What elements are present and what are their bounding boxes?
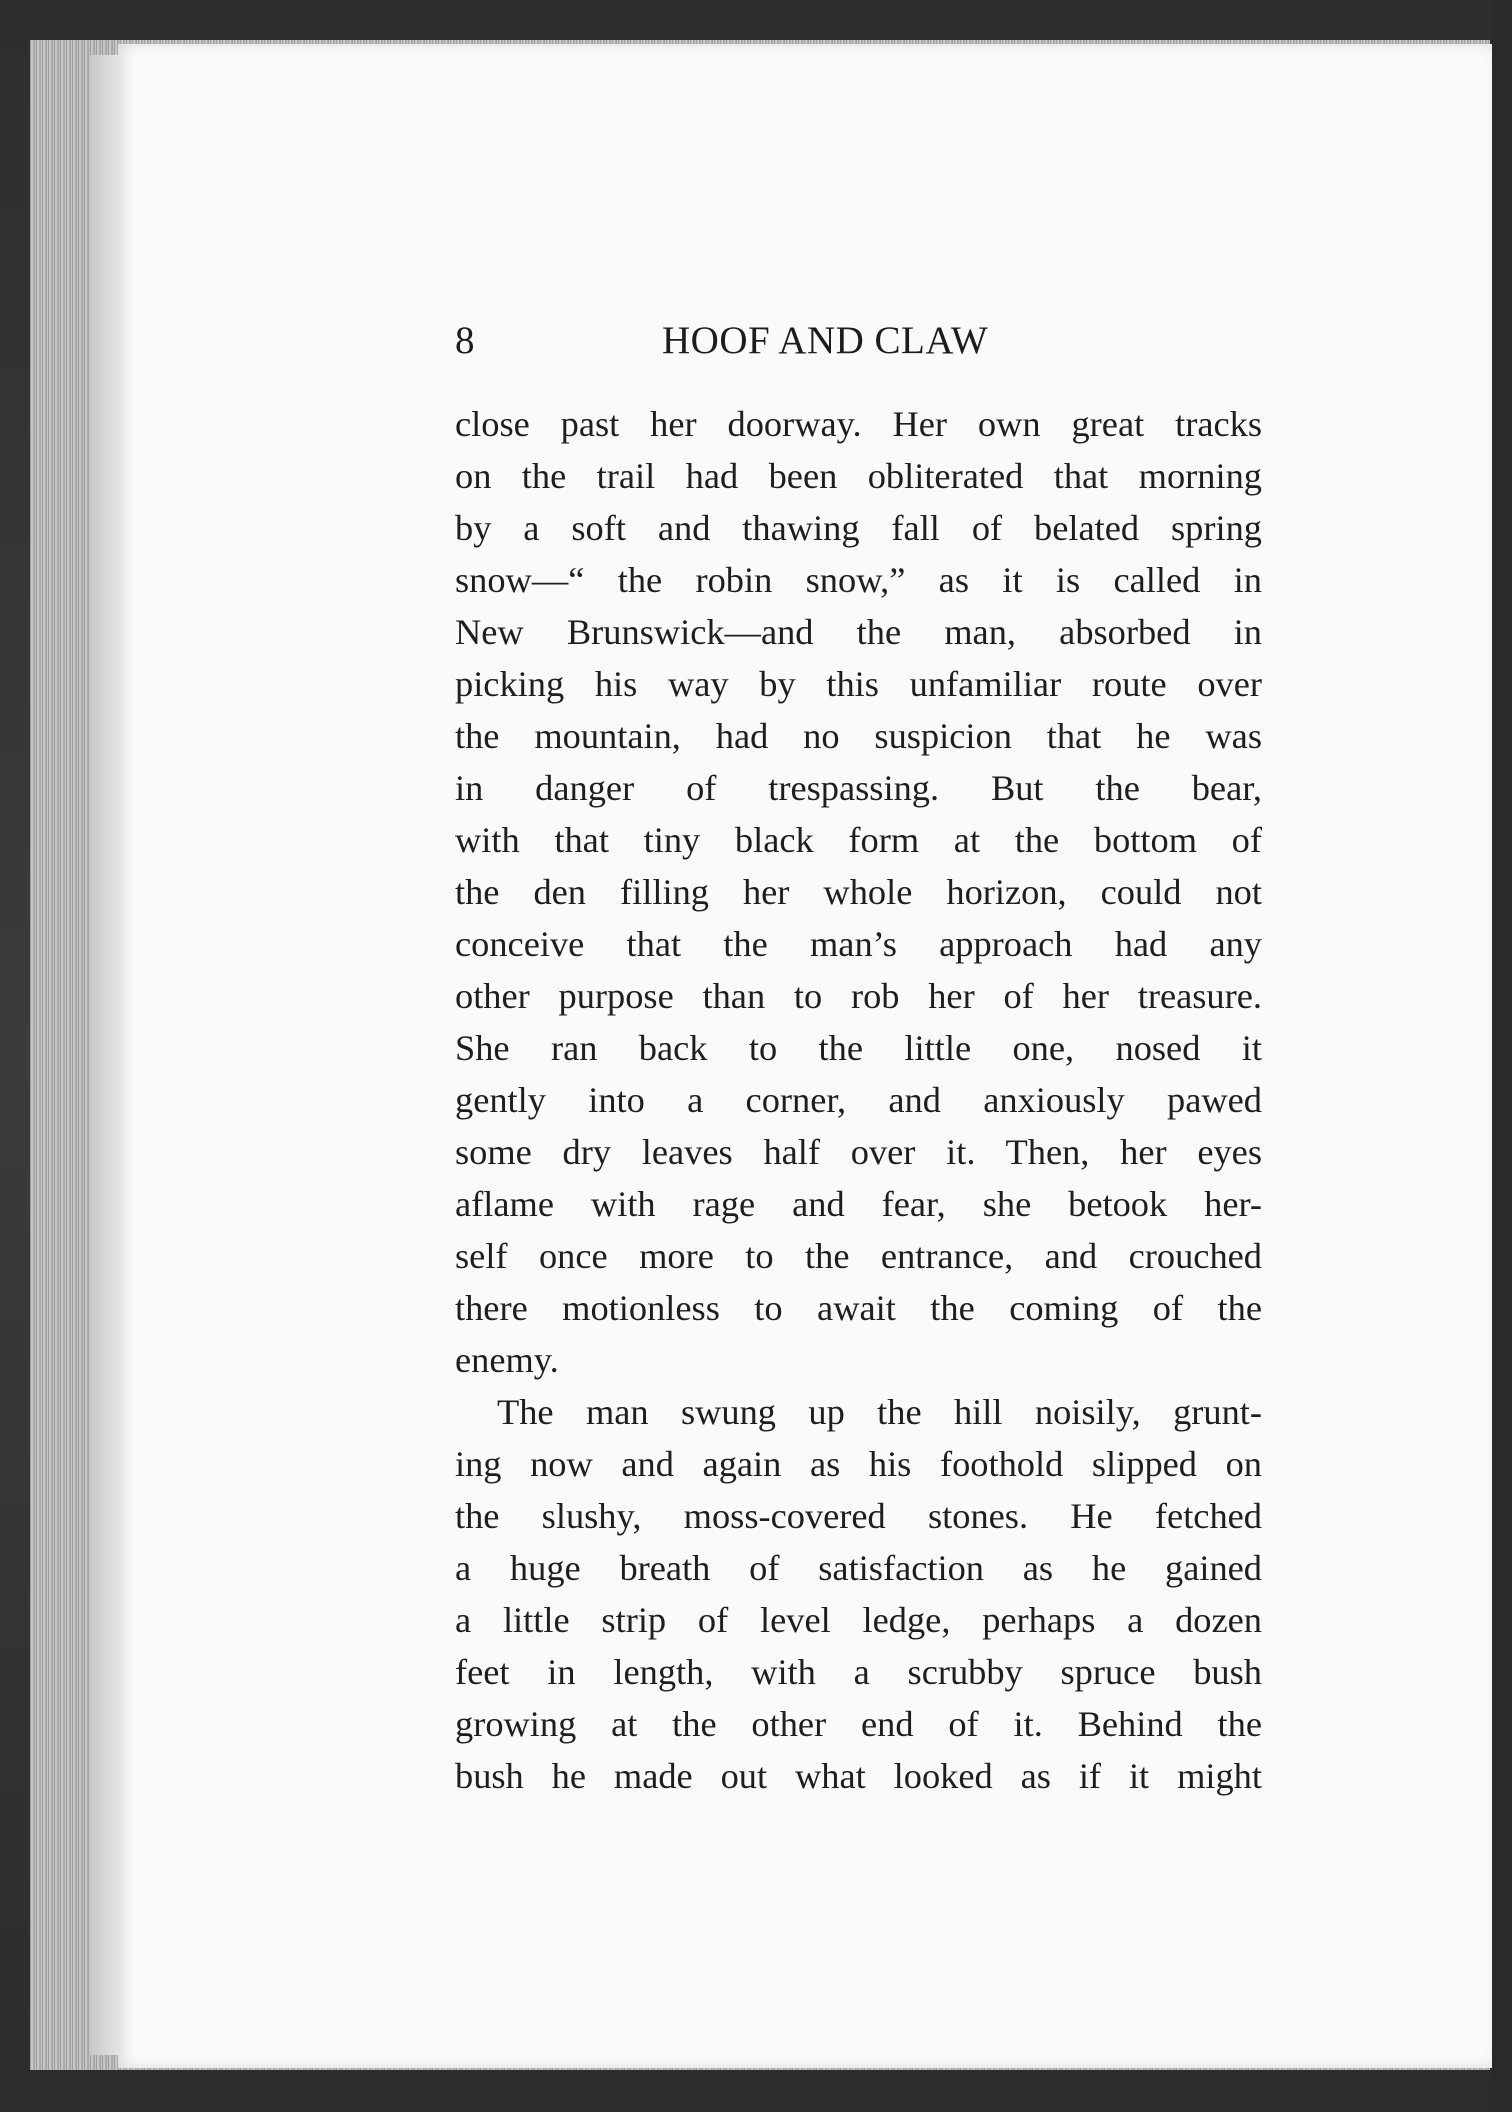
text-line: New Brunswick—and the man, absorbed in [455,612,1262,652]
text-line: other purpose than to rob her of her treasure. [455,976,1262,1016]
body-text [455,398,1262,1802]
text-line: picking his way by this unfamiliar route over [455,664,1262,704]
text-line: feet in length, with a scrubby spruce bush [455,1652,1262,1692]
text-line: some dry leaves half over it. Then, her eyes [455,1132,1262,1172]
page-number: 8 [455,319,475,362]
text-line: there motionless to await the coming of the [455,1288,1262,1328]
text-line: the den filling her whole horizon, could not [455,872,1262,912]
text-line: close past her doorway. Her own great tracks [455,404,1262,444]
text-line: conceive that the man’s approach had any [455,924,1262,964]
text-line: bush he made out what looked as if it might [455,1756,1262,1796]
text-line: with that tiny black form at the bottom of [455,820,1262,860]
text-line: a little strip of level ledge, perhaps a dozen [455,1600,1262,1640]
text-line: on the trail had been obliterated that morning [455,456,1262,496]
page-header [455,318,1262,368]
text-line: growing at the other end of it. Behind the [455,1704,1262,1744]
text-line: ing now and again as his foothold slipped on [455,1444,1262,1484]
text-line-paragraph-end: enemy. [455,1340,559,1380]
text-line: in danger of trespassing. But the bear, [455,768,1262,808]
text-line: She ran back to the little one, nosed it [455,1028,1262,1068]
scan-border-right [1492,0,1512,2112]
text-line: self once more to the entrance, and crouched [455,1236,1262,1276]
text-line: the slushy, moss-covered stones. He fetched [455,1496,1262,1536]
text-line: snow—“ the robin snow,” as it is called in [455,560,1262,600]
text-line-paragraph-start: The man swung up the hill noisily, grunt- [497,1392,1262,1432]
text-line: aflame with rage and fear, she betook her- [455,1184,1262,1224]
running-title: HOOF AND CLAW [662,319,989,362]
text-line: the mountain, had no suspicion that he was [455,716,1262,756]
text-line: by a soft and thawing fall of belated spring [455,508,1262,548]
text-line: a huge breath of satisfaction as he gained [455,1548,1262,1588]
text-line: gently into a corner, and anxiously pawed [455,1080,1262,1120]
